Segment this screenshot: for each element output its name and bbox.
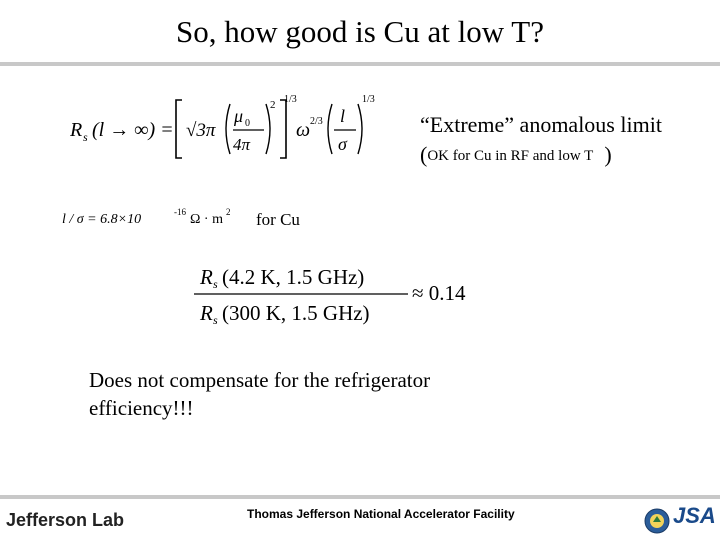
sqrt3-pi: √3π (186, 120, 216, 141)
l-over-sigma-equation (62, 203, 242, 233)
doe-seal-icon (644, 508, 670, 534)
title-divider (0, 62, 720, 66)
conclusion-text: Does not compensate for the refrigerator efficiency!!! (89, 368, 431, 420)
omega-exponent: 2/3 (310, 116, 323, 127)
l-over-sigma-unit: Ω · m (190, 212, 223, 227)
svg-text:4π: 4π (233, 135, 251, 154)
svg-text:s: s (213, 313, 218, 327)
rs-lhs-sub: s (83, 130, 88, 144)
frac-exponent: 1/3 (362, 94, 375, 105)
frac-den: σ (338, 134, 347, 154)
l-over-sigma-exponent: -16 (174, 207, 186, 217)
svg-text:R: R (200, 265, 213, 289)
limit-note: (OK for Cu in RF and low T ) (420, 142, 612, 167)
rs-lhs: R (70, 119, 83, 141)
jefferson-lab-logo: Jefferson Lab (6, 510, 125, 530)
footer-divider (0, 495, 720, 499)
limit-note-body: OK for Cu in RF and low T (427, 148, 594, 164)
svg-text:0: 0 (245, 118, 250, 129)
ratio-result: ≈ 0.14 (412, 281, 466, 305)
svg-text:s: s (213, 277, 218, 291)
ratio-numerator: (4.2 K, 1.5 GHz) (222, 265, 365, 289)
rs-limit-equation (70, 92, 390, 162)
l-over-sigma-unit-exponent: 2 (226, 207, 231, 217)
rs-ratio-equation (190, 258, 470, 330)
for-cu-label: for Cu (256, 210, 300, 229)
frac-num: l (340, 106, 346, 126)
extreme-limit-heading: “Extreme” anomalous limit (420, 112, 662, 137)
ratio-denominator: (300 K, 1.5 GHz) (222, 301, 370, 325)
jsa-logo: JSA (673, 503, 716, 528)
lab-name: Thomas Jefferson National Accelerator Facility (247, 507, 515, 521)
omega-symbol: ω (296, 119, 311, 141)
mu0-symbol: μ (234, 106, 244, 126)
svg-text:R: R (200, 301, 213, 325)
inner-exponent: 2 (270, 99, 276, 111)
l-over-sigma-value: l / σ = 6.8×10 (62, 212, 142, 227)
rs-lhs-arg: (l → ∞) = (92, 119, 174, 141)
slide-title: So, how good is Cu at low T? (176, 14, 544, 49)
outer-exponent: 1/3 (284, 94, 297, 105)
